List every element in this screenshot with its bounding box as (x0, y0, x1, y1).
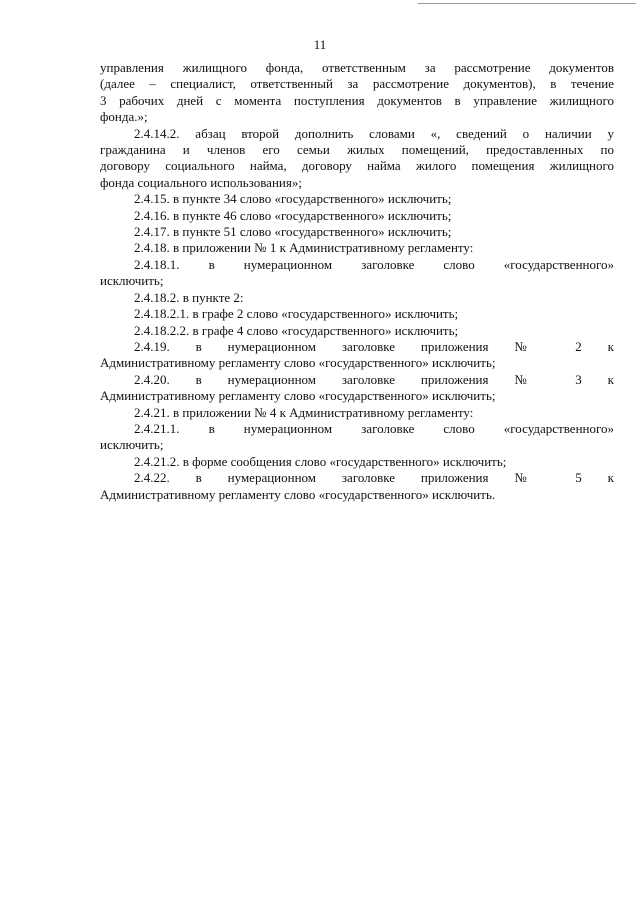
top-edge-line (418, 3, 636, 4)
document-body (100, 60, 614, 503)
text-line: фонда социального использования»; (100, 174, 302, 190)
text-line: 2.4.18.1. в нумерационном заголовке слово «государственного» (134, 256, 614, 272)
paragraph (100, 339, 614, 372)
text-line: Административному регламенту слово «государственного» исключить. (100, 486, 496, 502)
paragraph (100, 454, 614, 470)
text-line: управления жилищного фонда, ответственным за рассмотрение документов (100, 60, 614, 75)
text-line: 2.4.18. в приложении № 1 к Административному регламенту: (134, 240, 474, 256)
text-line: 2.4.21.2. в форме сообщения слово «государственного» исключить; (134, 453, 507, 469)
text-line: Административному регламенту слово «государственного» исключить; (100, 355, 496, 371)
paragraph (100, 470, 614, 503)
text-line: 2.4.18.2. в пункте 2: (134, 289, 244, 305)
text-line: 2.4.21. в приложении № 4 к Административному регламенту: (134, 404, 474, 420)
page-number: 11 (313, 37, 327, 52)
text-line: 2.4.22. в нумерационном заголовке приложения № 5 к (134, 470, 614, 486)
text-line: 3 рабочих дней с момента поступления документов в управление жилищного (100, 92, 614, 108)
text-line: 2.4.18.2.1. в графе 2 слово «государственного» исключить; (134, 306, 459, 322)
text-line: 2.4.17. в пункте 51 слово «государственного» исключить; (134, 224, 452, 240)
text-line: 2.4.16. в пункте 46 слово «государственного» исключить; (134, 207, 452, 223)
paragraph (100, 60, 614, 126)
text-line: договору социального найма, договору найма жилого помещения жилищного (100, 158, 614, 174)
paragraph (100, 191, 614, 207)
text-line: Административному регламенту слово «государственного» исключить; (100, 388, 496, 404)
paragraph (100, 224, 614, 240)
paragraph (100, 421, 614, 454)
text-line: 2.4.14.2. абзац второй дополнить словами «, сведений о наличии у (134, 125, 614, 141)
paragraph (100, 290, 614, 306)
paragraph (100, 208, 614, 224)
text-line: 2.4.15. в пункте 34 слово «государственного» исключить; (134, 191, 452, 207)
text-line: 2.4.21.1. в нумерационном заголовке слово «государственного» (134, 420, 614, 436)
text-line: 2.4.20. в нумерационном заголовке приложения № 3 к (134, 371, 614, 387)
paragraph (100, 240, 614, 256)
text-line: исключить; (100, 437, 164, 453)
text-line: (далее – специалист, ответственный за рассмотрение документов), в течение (100, 76, 614, 92)
paragraph (100, 257, 614, 290)
text-line: фонда.»; (100, 109, 148, 125)
paragraph (100, 405, 614, 421)
paragraph (100, 372, 614, 405)
paragraph (100, 126, 614, 192)
text-line: 2.4.19. в нумерационном заголовке приложения № 2 к (134, 338, 614, 354)
text-line: 2.4.18.2.2. в графе 4 слово «государственного» исключить; (134, 322, 459, 338)
paragraph (100, 323, 614, 339)
text-line: исключить; (100, 273, 164, 289)
text-line: гражданина и членов его семьи жилых помещений, предоставленных по (100, 142, 614, 158)
paragraph (100, 306, 614, 322)
